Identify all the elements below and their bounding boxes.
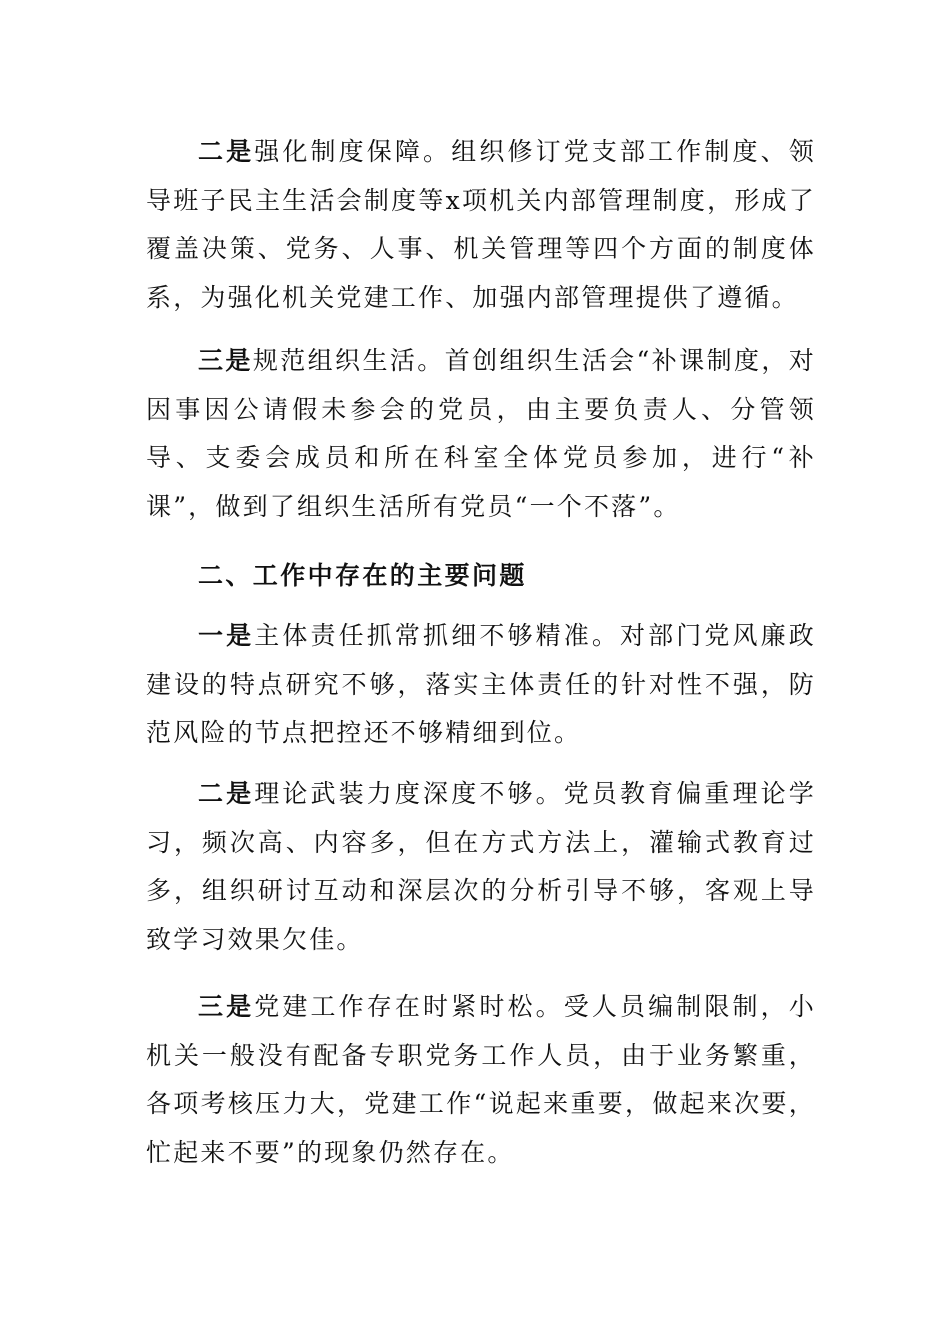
paragraph-problem-2 [146,770,816,964]
paragraph-text: 规范组织生活。首创组织生活会“补课制度，对因事因公请假未参会的党员，由主要负责人、分管领导、支委会成员和所在科室全体党员参加，进行“补课”，做到了组织生活所有党员“一个不落”。 [146,346,817,521]
paragraph-text: 强化制度保障。组织修订党支部工作制度、领导班子民主生活会制度等x项机关内部管理制度，形成了覆盖决策、党务、人事、机关管理等四个方面的制度体系，为强化机关党建工作、加强内部管理提供了遵循。 [146,137,816,312]
paragraph-lead: 二是 [198,137,255,166]
paragraph-text: 理论武装力度深度不够。党员教育偏重理论学习，频次高、内容多，但在方式方法上，灌输式教育过多，组织研讨互动和深层次的分析引导不够，客观上导致学习效果欠佳。 [146,779,816,954]
paragraph-problem-3 [146,983,816,1177]
section-heading: 二、工作中存在的主要问题 [198,561,527,590]
paragraph-lead: 一是 [198,621,255,650]
paragraph-organization-life [146,337,816,531]
paragraph-lead: 三是 [198,346,253,375]
paragraph-lead: 三是 [198,992,255,1021]
paragraph-text: 党建工作存在时紧时松。受人员编制限制，小机关一般没有配备专职党务工作人员，由于业务繁重，各项考核压力大，党建工作“说起来重要，做起来次要，忙起来不要”的现象仍然存在。 [146,992,816,1167]
paragraph-lead: 二是 [198,779,255,808]
paragraph-problem-1 [146,612,816,758]
paragraph-system-guarantee [146,128,816,322]
paragraph-text: 主体责任抓常抓细不够精准。对部门党风廉政建设的特点研究不够，落实主体责任的针对性不强，防范风险的节点把控还不够精细到位。 [146,621,816,747]
